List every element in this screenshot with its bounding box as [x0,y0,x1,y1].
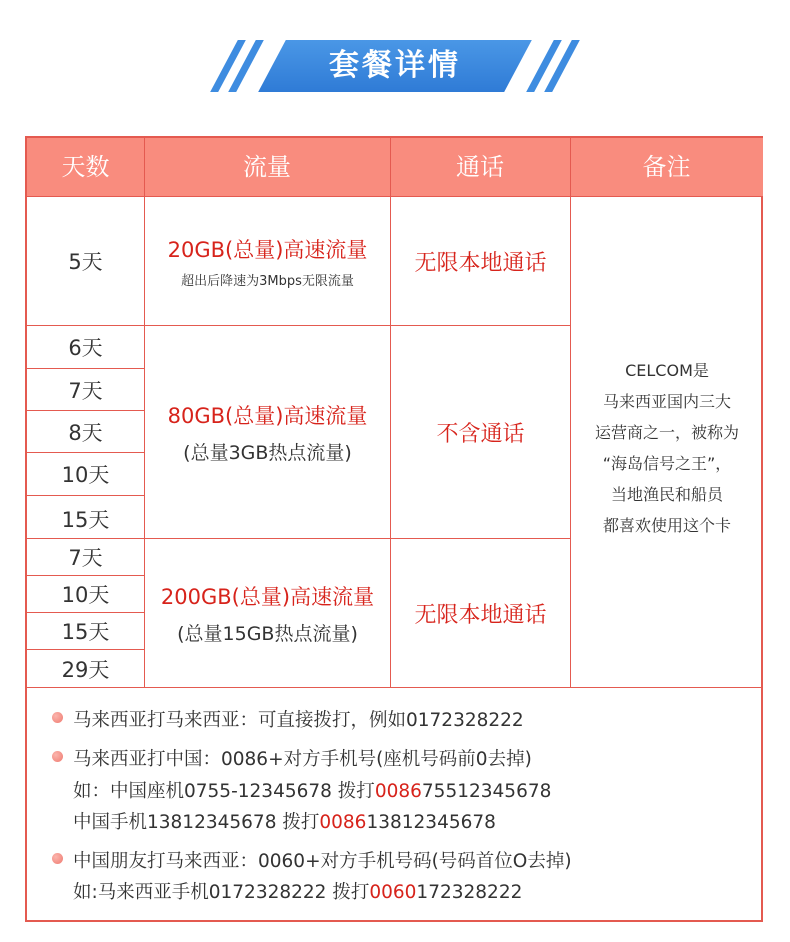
info-example [73,777,551,803]
note-line: 当地渔民和船员 [610,485,723,504]
info-line: 马来西亚打马来西亚：可直接拨打，例如0172328222 [73,710,524,731]
data-cell [145,539,390,687]
info-text: 如：中国座机0755-12345678 拨打 [73,781,375,802]
header-data: 流量 [243,153,291,181]
bullet-icon [52,853,63,864]
data-cell [145,197,390,325]
note-line: 马来西亚国内三大 [602,392,731,411]
info-line: 中国朋友打马来西亚：0060+对方手机号码(号码首位O去掉) [73,851,572,872]
dial-prefix: 0086 [374,781,422,802]
day-cell: 7天 [68,378,103,403]
dial-prefix: 0086 [319,812,367,833]
day-cell: 8天 [68,420,103,445]
day-cell: 10天 [61,583,110,607]
note-line: CELCOM是 [625,361,709,380]
day-cell: 15天 [61,508,110,532]
info-text: 如:马来西亚手机0172328222 拨打 [73,882,370,903]
call-cell: 无限本地通话 [414,602,547,628]
data-note: 超出后降速为3Mbps无限流量 [181,273,354,289]
call-cell: 无限本地通话 [414,250,547,276]
row-divider [27,687,763,688]
title-banner [210,40,580,92]
data-cell [145,326,390,538]
hotspot-note: (总量3GB热点流量) [183,441,352,464]
note-line: 运营商之一，被称为 [594,423,739,442]
note-line: 都喜欢使用这个卡 [602,516,731,535]
info-text: 中国手机13812345678 拨打 [73,812,320,833]
header-notes: 备注 [642,153,691,181]
info-text: 172328222 [416,882,523,903]
info-line: 马来西亚打中国：0086+对方手机号(座机号码前0去掉) [73,749,532,770]
info-text: 75512345678 [421,781,552,802]
hotspot-note: (总量15GB热点流量) [177,622,358,645]
data-allowance: 80GB(总量)高速流量 [167,403,368,428]
bullet-icon [52,712,63,723]
day-cell: 6天 [68,336,103,360]
notes-cell [571,197,763,687]
info-text: 13812345678 [366,812,496,833]
info-example [73,878,522,904]
day-cell: 29天 [61,657,110,682]
header-days: 天数 [61,153,110,181]
call-cell: 不含通话 [436,421,525,447]
data-allowance: 200GB(总量)高速流量 [160,584,375,609]
page-title: 套餐详情 [329,48,461,83]
day-cell: 7天 [68,546,103,570]
day-cell: 15天 [61,620,110,644]
data-allowance: 20GB(总量)高速流量 [167,237,368,262]
bullet-icon [52,751,63,762]
dial-prefix: 0060 [369,882,417,903]
header-calls: 通话 [456,153,504,181]
info-example [73,808,496,834]
day-cell: 10天 [61,463,110,487]
note-line: “海岛信号之王”， [602,454,732,473]
day-cell: 5天 [68,250,103,274]
